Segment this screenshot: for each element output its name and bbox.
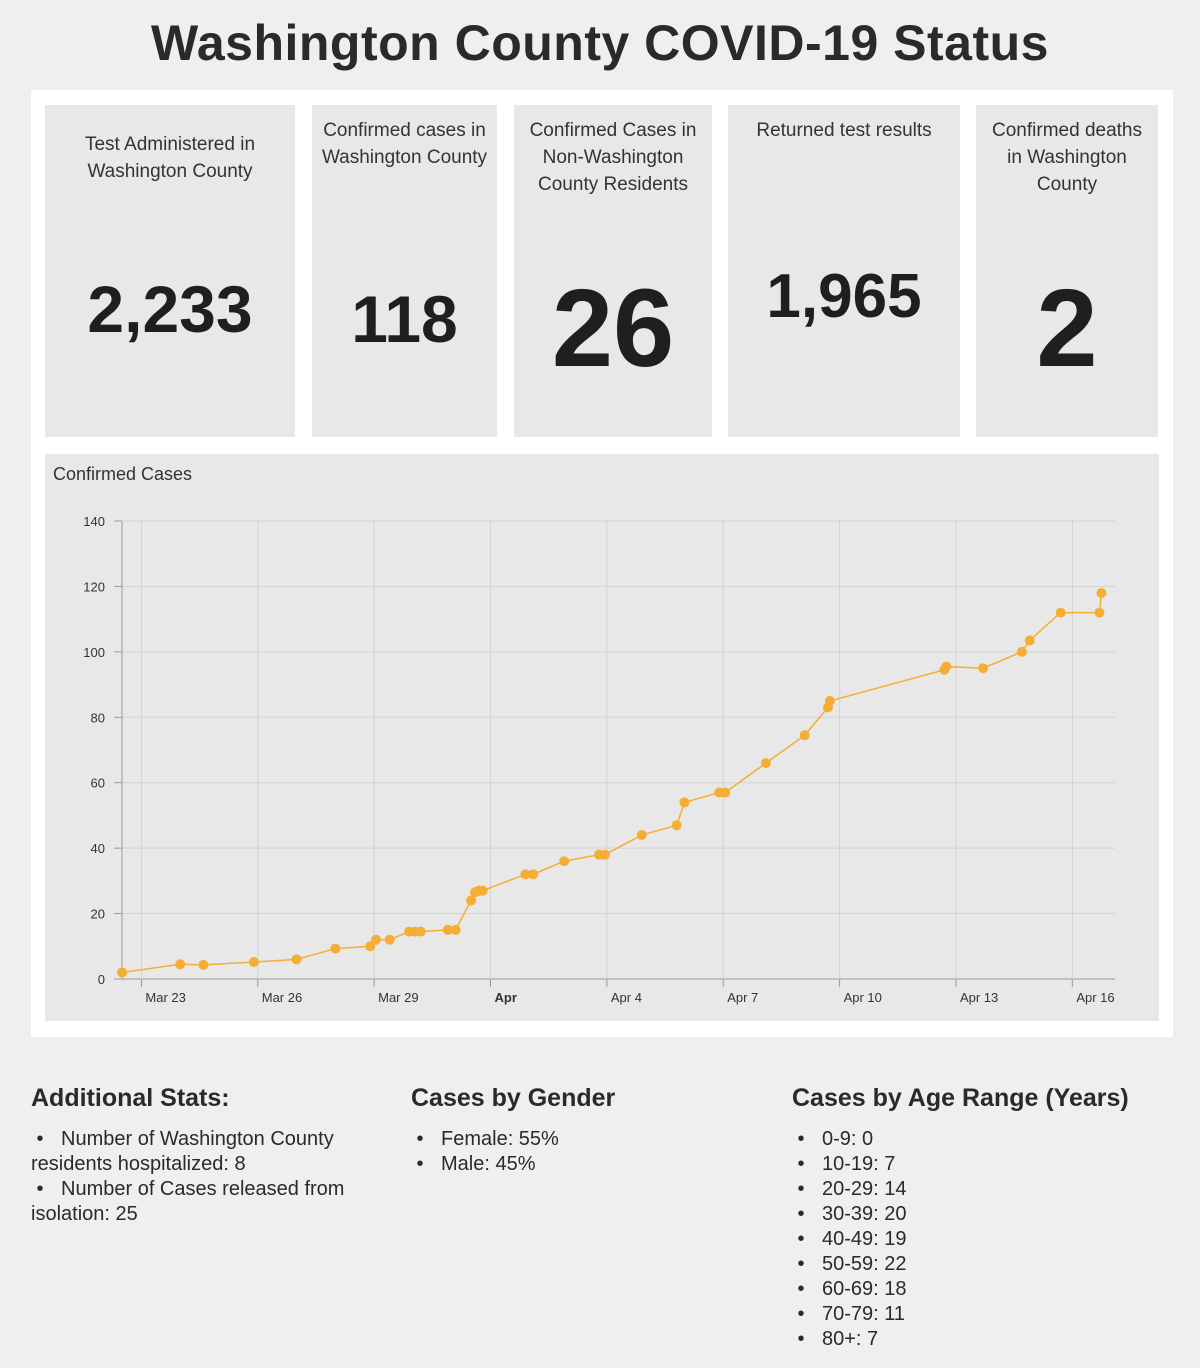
data-point — [600, 850, 610, 860]
x-tick-label: Apr 10 — [843, 990, 882, 1005]
data-point — [249, 957, 259, 967]
data-point — [416, 927, 426, 937]
page-title: Washington County COVID-19 Status — [151, 15, 1049, 71]
age-heading: Cases by Age Range (Years) — [792, 1084, 1129, 1112]
stat-card-value: 2 — [1036, 267, 1098, 390]
bullet-icon: • — [792, 1303, 805, 1325]
bullet-icon: • — [411, 1153, 424, 1175]
bullet-icon: • — [792, 1228, 805, 1250]
data-point — [330, 944, 340, 954]
data-point — [198, 960, 208, 970]
list-item — [792, 1252, 1172, 1277]
gender-section — [411, 1084, 771, 1177]
list-item — [31, 1177, 391, 1227]
data-point — [528, 869, 538, 879]
data-point — [672, 820, 682, 830]
bullet-icon: • — [792, 1178, 805, 1200]
y-tick-label: 140 — [83, 514, 105, 529]
list-item-text: Number of Washington County residents hospitalized: 8 — [31, 1128, 334, 1175]
list-item-text: 50-59: 22 — [822, 1253, 907, 1275]
list-item — [792, 1127, 1172, 1152]
data-point — [637, 830, 647, 840]
list-item-text: Number of Cases released from isolation: 25 — [31, 1178, 345, 1225]
list-item — [792, 1327, 1172, 1352]
list-item-text: 80+: 7 — [822, 1328, 879, 1350]
y-tick-label: 0 — [97, 972, 105, 987]
list-item — [792, 1227, 1172, 1252]
list-item-text: 70-79: 11 — [822, 1303, 906, 1325]
list-item — [411, 1152, 771, 1177]
stat-card-returned — [728, 105, 960, 437]
list-item — [411, 1127, 771, 1152]
list-item — [792, 1177, 1172, 1202]
bullet-icon: • — [792, 1153, 805, 1175]
list-item — [792, 1277, 1172, 1302]
list-item-text: 60-69: 18 — [822, 1278, 907, 1300]
list-item — [792, 1152, 1172, 1177]
data-point — [1056, 608, 1066, 618]
stat-card-tests — [45, 105, 295, 437]
list-item-text: 30-39: 20 — [822, 1203, 907, 1225]
chart-title: Confirmed Cases — [53, 464, 193, 484]
confirmed-cases-chart — [45, 454, 1159, 1021]
list-item-text: 10-19: 7 — [822, 1153, 896, 1175]
x-tick-label: Apr — [494, 990, 517, 1005]
bullet-icon: • — [792, 1203, 805, 1225]
stat-card-non-resident — [514, 105, 712, 437]
data-point — [761, 758, 771, 768]
additional-stats-heading: Additional Stats: — [31, 1084, 230, 1112]
stat-card-value: 26 — [551, 267, 675, 390]
stat-card-label: Test Administered in Washington County — [84, 134, 256, 182]
list-item — [792, 1202, 1172, 1227]
data-point — [825, 696, 835, 706]
stat-card-label: Returned test results — [756, 120, 932, 141]
y-tick-label: 60 — [90, 775, 105, 791]
x-tick-label: Apr 7 — [727, 990, 759, 1005]
data-point — [175, 959, 185, 969]
data-point — [679, 797, 689, 807]
bullet-icon: • — [792, 1128, 805, 1150]
list-item-text: Male: 45% — [441, 1153, 536, 1175]
confirmed-cases-chart-panel — [45, 454, 1159, 1021]
data-point — [720, 788, 730, 798]
stat-card-deaths — [976, 105, 1158, 437]
additional-stats-list — [31, 1127, 391, 1227]
y-tick-label: 80 — [90, 710, 105, 726]
data-point — [292, 954, 302, 964]
data-point — [371, 935, 381, 945]
data-point — [1096, 588, 1106, 598]
data-point — [1025, 635, 1035, 645]
x-tick-label: Mar 23 — [145, 990, 186, 1005]
stat-card-value: 1,965 — [766, 262, 922, 331]
dashboard-panel — [31, 90, 1173, 1037]
list-item-text: Female: 55% — [441, 1128, 559, 1150]
x-tick-label: Apr 13 — [959, 990, 999, 1005]
x-tick-label: Apr 4 — [610, 990, 642, 1005]
y-tick-label: 100 — [83, 644, 105, 660]
bullet-icon: • — [31, 1128, 44, 1150]
gender-list — [411, 1127, 771, 1177]
gender-heading: Cases by Gender — [411, 1084, 616, 1112]
stat-card-label: Confirmed deaths in Washington County — [992, 120, 1142, 195]
y-tick-label: 40 — [90, 841, 105, 857]
data-point — [1017, 647, 1027, 657]
data-point — [978, 663, 988, 673]
stat-card-label: Confirmed cases in Washington County — [321, 120, 488, 168]
x-tick-label: Apr 16 — [1076, 990, 1115, 1005]
list-item-text: 20-29: 14 — [822, 1178, 907, 1200]
data-point — [478, 886, 488, 896]
bullet-icon: • — [31, 1178, 44, 1200]
age-section — [792, 1084, 1172, 1352]
y-tick-label: 120 — [83, 579, 105, 595]
list-item — [31, 1127, 391, 1177]
bullet-icon: • — [792, 1328, 805, 1350]
bullet-icon: • — [792, 1253, 805, 1275]
x-tick-label: Mar 29 — [378, 990, 419, 1005]
data-point — [117, 967, 127, 977]
x-tick-label: Mar 26 — [261, 990, 303, 1005]
data-point — [559, 856, 569, 866]
age-list — [792, 1127, 1172, 1352]
stat-card-value: 2,233 — [87, 272, 253, 346]
data-point — [385, 935, 395, 945]
list-item — [792, 1302, 1172, 1327]
data-point — [941, 662, 951, 672]
bullet-icon: • — [792, 1278, 805, 1300]
data-point — [800, 730, 810, 740]
list-item-text: 40-49: 19 — [822, 1228, 907, 1250]
y-tick-label: 20 — [90, 906, 105, 922]
stat-card-confirmed — [312, 105, 497, 437]
stat-card-label: Confirmed Cases in Non-Washington County Residents — [529, 120, 697, 195]
stat-card-value: 118 — [351, 282, 458, 356]
bullet-icon: • — [411, 1128, 424, 1150]
list-item-text: 0-9: 0 — [822, 1128, 874, 1150]
data-point — [451, 925, 461, 935]
data-point — [1094, 608, 1104, 618]
additional-stats-section — [31, 1084, 391, 1227]
